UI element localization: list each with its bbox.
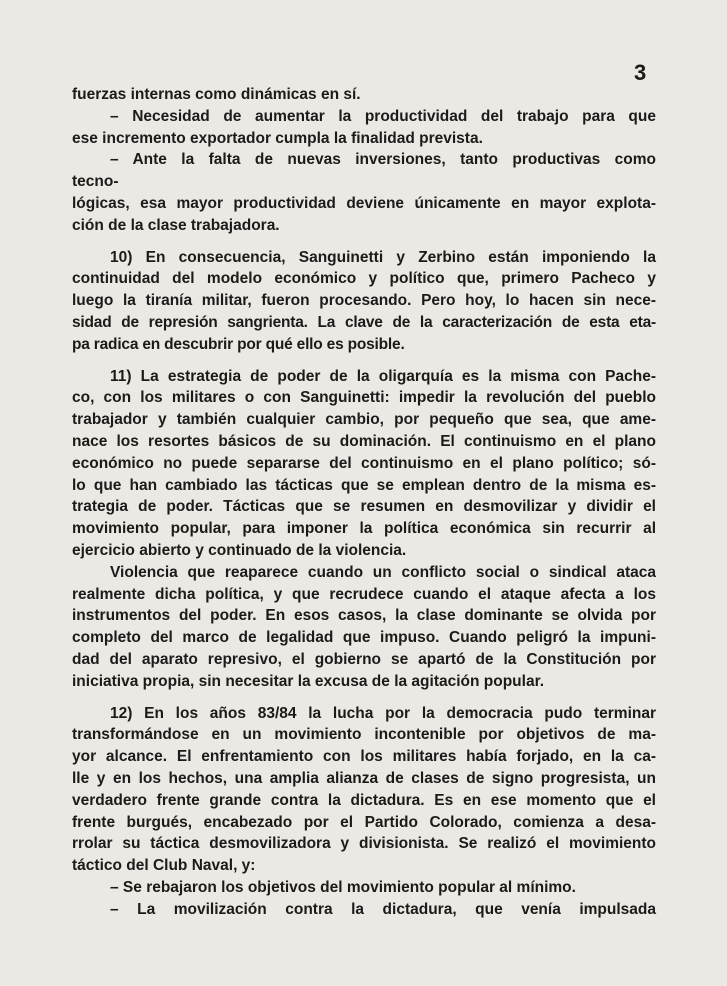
- page-number: 3: [634, 60, 647, 85]
- text-line: ejercicio abierto y continuado de la violencia.: [72, 541, 407, 559]
- list-item: – Ante la falta de nuevas inversiones, tanto productivas como: [110, 151, 656, 169]
- text-line: nace los resortes básicos de su dominación. El continuismo en el plano: [72, 432, 656, 450]
- text-line: movimiento popular, para imponer la política económica sin recurrir al: [72, 520, 656, 538]
- paragraph-11-start: 11) La estrategia de poder de la oligarquía es la misma con Pache-: [110, 367, 656, 385]
- list-item: – Necesidad de aumentar la productividad del trabajo para que: [110, 107, 656, 125]
- paragraph-12-start: 12) En los años 83/84 la lucha por la democracia pudo terminar: [110, 704, 656, 722]
- paragraph-start: Violencia que reaparece cuando un conflicto social o sindical ataca: [110, 563, 656, 581]
- text-line: lle y en los hechos, una amplia alianza de clases de signo progresista, un: [72, 769, 656, 787]
- text-line: trabajador y también cualquier cambio, por pequeño que sea, que ame-: [72, 411, 656, 429]
- text-line: rrolar su táctica desmovilizadora y divisionista. Se realizó el movimiento: [72, 835, 656, 853]
- text-line: tecno-: [72, 173, 119, 191]
- text-line: lógicas, esa mayor productividad deviene únicamente en mayor explota-: [72, 194, 656, 212]
- body-text: [72, 84, 656, 920]
- text-line: ese incremento exportador cumpla la finalidad prevista.: [72, 129, 483, 147]
- text-line: realmente dicha política, y que recrudece cuando el ataque afecta a los: [72, 585, 656, 603]
- list-item: – La movilización contra la dictadura, que venía impulsada: [110, 900, 656, 918]
- text-line: fuerzas internas como dinámicas en sí.: [72, 86, 361, 103]
- text-line: yor alcance. El enfrentamiento con los militares había forjado, en la ca-: [72, 748, 656, 766]
- text-line: continuidad del modelo económico y político que, primero Pacheco y: [72, 270, 656, 288]
- text-line: iniciativa propia, sin necesitar la excusa de la agitación popular.: [72, 672, 545, 690]
- text-line: ción de la clase trabajadora.: [72, 216, 280, 234]
- text-line: luego la tiranía militar, fueron procesando. Pero hoy, lo hacen sin nece-: [72, 292, 656, 310]
- text-line: co, con los militares o con Sanguinetti: impedir la revolución del pueblo: [72, 389, 656, 407]
- text-line: lo que han cambiado las tácticas que se emplean dentro de la misma es-: [72, 476, 656, 494]
- text-line: sidad de represión sangrienta. La clave de la caracterización de esta eta-: [72, 313, 656, 331]
- list-item: – Se rebajaron los objetivos del movimiento popular al mínimo.: [110, 878, 576, 896]
- text-line: transformándose en un movimiento incontenible por objetivos de ma-: [72, 726, 656, 744]
- text-line: frente burgués, encabezado por el Partido Colorado, comienza a desa-: [72, 813, 656, 831]
- text-line: verdadero frente grande contra la dictadura. Es en ese momento que el: [72, 791, 656, 809]
- text-line: instrumentos del poder. En esos casos, la clase dominante se olvida por: [72, 607, 656, 625]
- text-line: dad del aparato represivo, el gobierno se apartó de la Constitución por: [72, 650, 656, 668]
- text-line: trategia de poder. Tácticas que se resumen en desmovilizar y dividir el: [72, 498, 656, 516]
- paragraph-10-start: 10) En consecuencia, Sanguinetti y Zerbino están imponiendo la: [110, 248, 656, 266]
- text-line: completo del marco de legalidad que impuso. Cuando peligró la impuni-: [72, 629, 656, 647]
- text-line: táctico del Club Naval, y:: [72, 857, 256, 875]
- text-line: económico no puede separarse del continuismo en el plano político; só-: [72, 454, 656, 472]
- text-line: pa radica en descubrir por qué ello es posible.: [72, 335, 405, 353]
